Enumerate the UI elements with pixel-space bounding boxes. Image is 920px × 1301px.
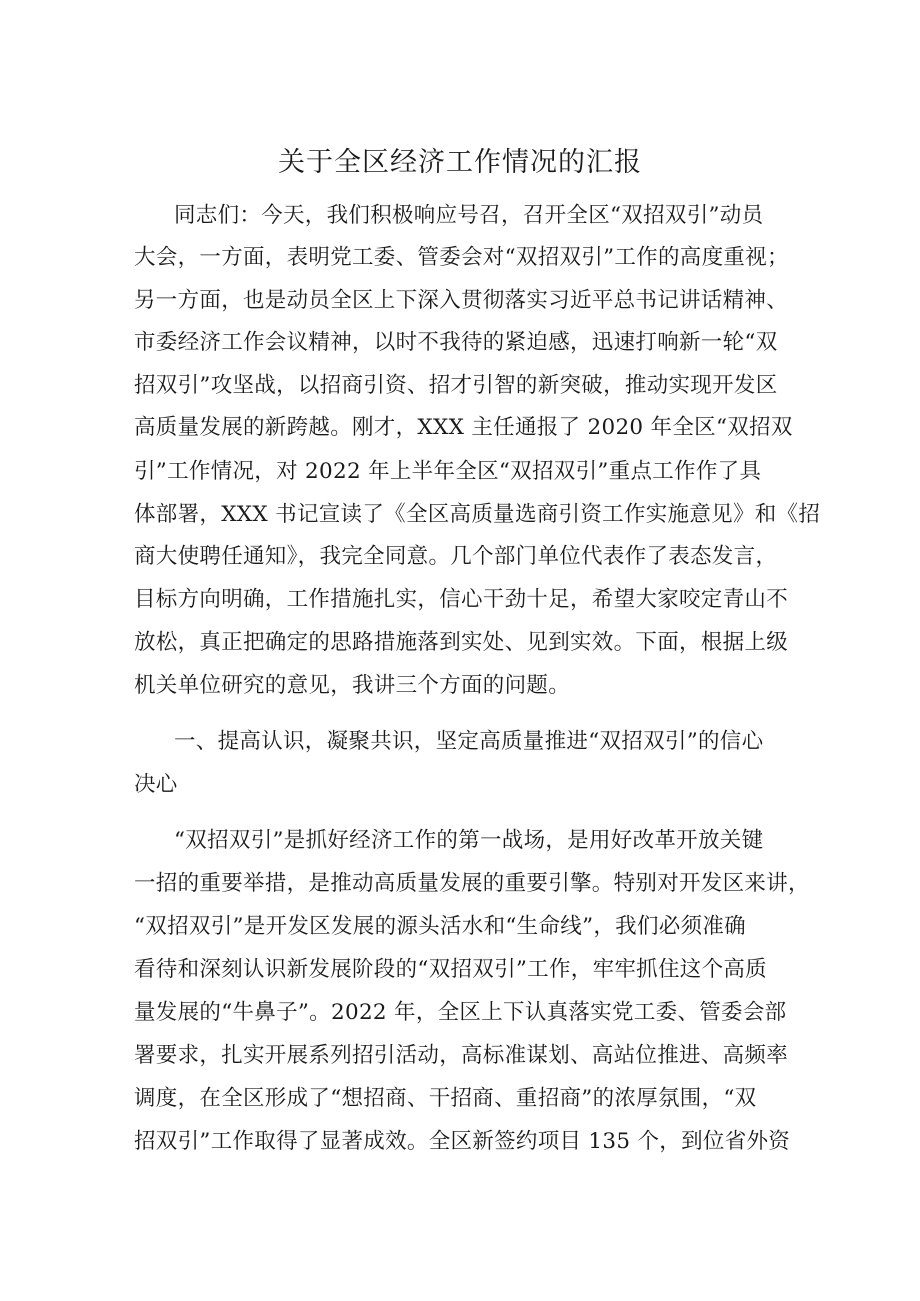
text-line: 放松，真正把确定的思路措施落到实处、见到实效。下面，根据上级 (134, 630, 789, 655)
text-line: 体部署，XXX 书记宣读了《全区高质量选商引资工作实施意见》和《招 (134, 502, 821, 527)
text-line: 目标方向明确，工作措施扎实，信心干劲十足，希望大家咬定青山不 (134, 587, 789, 612)
text-line: 量发展的“牛鼻子”。2022 年，全区上下认真落实党工委、管委会部 (134, 1000, 787, 1025)
document-title: 关于全区经济工作情况的汇报 (278, 147, 642, 178)
text-line: 招双引”工作取得了显著成效。全区新签约项目 135 个，到位省外资 (134, 1129, 791, 1154)
text-line: 一招的重要举措，是推动高质量发展的重要引擎。特别对开发区来讲， (134, 871, 810, 896)
text-line: 商大使聘任通知》，我完全同意。几个部门单位代表作了表态发言， (134, 544, 778, 569)
text-line: “双招双引”是开发区发展的源头活水和“生命线”，我们必须准确 (134, 914, 746, 939)
text-line: 招双引”攻坚战，以招商引资、招才引智的新突破，推动实现开发区 (134, 373, 778, 398)
text-line: 调度，在全区形成了“想招商、干招商、重招商”的浓厚氛围，“双 (134, 1086, 757, 1111)
heading-line: 决心 (134, 772, 178, 797)
text-line: 引”工作情况，对 2022 年上半年全区“双招双引”重点工作作了具 (134, 459, 762, 484)
text-line: 机关单位研究的意见，我讲三个方面的问题。 (134, 673, 571, 698)
text-line: 高质量发展的新跨越。刚才，XXX 主任通报了 2020 年全区“双招双 (134, 415, 793, 440)
text-line: 另一方面，也是动员全区上下深入贯彻落实习近平总书记讲话精神、 (134, 288, 789, 313)
text-line: 同志们：今天，我们积极响应号召，召开全区“双招双引”动员 (174, 203, 764, 228)
text-line: “双招双引”是抓好经济工作的第一战场，是用好改革开放关键 (174, 828, 764, 853)
text-line: 看待和深刻认识新发展阶段的“双招双引”工作，牢牢抓住这个高质 (134, 957, 767, 982)
text-line: 大会，一方面，表明党工委、管委会对“双招双引”工作的高度重视； (134, 245, 789, 270)
text-line: 署要求，扎实开展系列招引活动，高标准谋划、高站位推进、高频率 (134, 1043, 789, 1068)
text-line: 市委经济工作会议精神，以时不我待的紧迫感，迅速打响新一轮“双 (134, 330, 778, 355)
heading-line: 一、提高认识，凝聚共识，坚定高质量推进“双招双引”的信心 (174, 729, 764, 754)
